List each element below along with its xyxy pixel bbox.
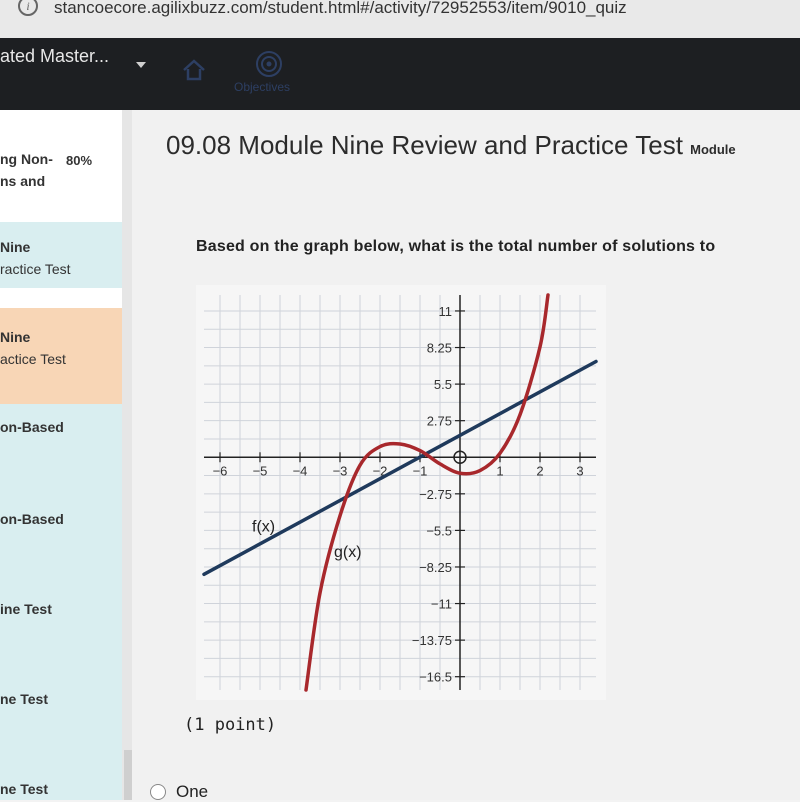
y-tick-label: 5.5 xyxy=(433,377,452,393)
x-tick-label: −6 xyxy=(212,463,228,479)
point-value: (1 point) xyxy=(184,715,277,735)
sidebar-item-lesson[interactable] xyxy=(0,140,122,204)
app-header xyxy=(0,38,800,110)
y-tick-label: −8.25 xyxy=(419,559,452,575)
x-tick-label: 3 xyxy=(576,463,584,479)
sidebar-item-label: ne Test xyxy=(0,691,48,707)
sidebar-item[interactable] xyxy=(0,674,122,764)
objectives-target-icon[interactable] xyxy=(255,50,283,78)
sidebar-item-label: ne Test xyxy=(0,781,48,797)
sidebar-item-percent: 80% xyxy=(66,153,93,168)
sidebar-item[interactable] xyxy=(0,584,122,674)
x-tick-label: 1 xyxy=(496,463,504,479)
sidebar-item-label: ns and xyxy=(0,173,46,189)
sidebar-item-label: ng Non- xyxy=(0,151,53,167)
sidebar-item-label: on-Based xyxy=(0,419,64,435)
sidebar-item-label: Nine xyxy=(0,239,31,255)
radio-button[interactable] xyxy=(150,784,166,800)
sidebar-item[interactable] xyxy=(0,764,122,800)
y-tick-label: −16.5 xyxy=(419,669,452,685)
chevron-down-icon[interactable] xyxy=(136,62,146,68)
sidebar-item-label: on-Based xyxy=(0,511,64,527)
x-tick-label: −5 xyxy=(252,463,268,479)
sidebar-scrollbar[interactable] xyxy=(122,110,132,800)
y-tick-label: 11 xyxy=(438,303,452,319)
series-label-g: g(x) xyxy=(334,544,362,562)
sidebar xyxy=(0,110,122,800)
graph-container xyxy=(196,285,606,700)
site-info-icon[interactable]: i xyxy=(18,0,38,16)
answer-choice-label[interactable]: One xyxy=(176,782,209,801)
series-label-f: f(x) xyxy=(252,518,276,536)
sidebar-item-label: Nine xyxy=(0,329,31,345)
scrollbar-thumb[interactable] xyxy=(124,750,132,800)
y-tick-label: 2.75 xyxy=(426,413,452,429)
x-tick-label: −3 xyxy=(332,463,348,479)
x-tick-label: −2 xyxy=(372,463,388,479)
home-icon[interactable] xyxy=(180,56,208,84)
sidebar-item-label: actice Test xyxy=(0,351,66,367)
url-text[interactable]: stancoecore.agilixbuzz.com/student.html#/activity/72952553/item/9010_quiz xyxy=(54,0,627,17)
y-tick-label: −5.5 xyxy=(426,523,452,539)
y-tick-label: −11 xyxy=(430,596,452,612)
page-title-text: 09.08 Module Nine Review and Practice Test xyxy=(166,130,683,160)
sidebar-item[interactable] xyxy=(0,494,122,584)
objectives-nav-label[interactable]: Objectives xyxy=(234,80,291,94)
y-tick-label: −2.75 xyxy=(419,486,452,502)
y-tick-label: −13.75 xyxy=(411,633,452,649)
main-content xyxy=(132,110,800,800)
sidebar-item-active[interactable] xyxy=(0,308,122,404)
x-tick-label: −4 xyxy=(292,463,308,479)
y-tick-label: 8.25 xyxy=(426,340,452,356)
function-graph xyxy=(196,285,606,700)
x-tick-label: −1 xyxy=(412,463,428,479)
x-tick-label: 2 xyxy=(536,463,544,479)
page-title xyxy=(166,130,736,161)
sidebar-item-label: ractice Test xyxy=(0,261,71,277)
question-text: Based on the graph below, what is the total number of solutions to xyxy=(196,238,716,255)
sidebar-item[interactable] xyxy=(0,404,122,494)
sidebar-item-review[interactable] xyxy=(0,222,122,288)
sidebar-item-label: ine Test xyxy=(0,601,52,617)
course-title[interactable]: ated Master... xyxy=(0,46,110,66)
page-title-suffix: Module xyxy=(690,142,736,157)
browser-address-bar[interactable] xyxy=(0,0,800,39)
